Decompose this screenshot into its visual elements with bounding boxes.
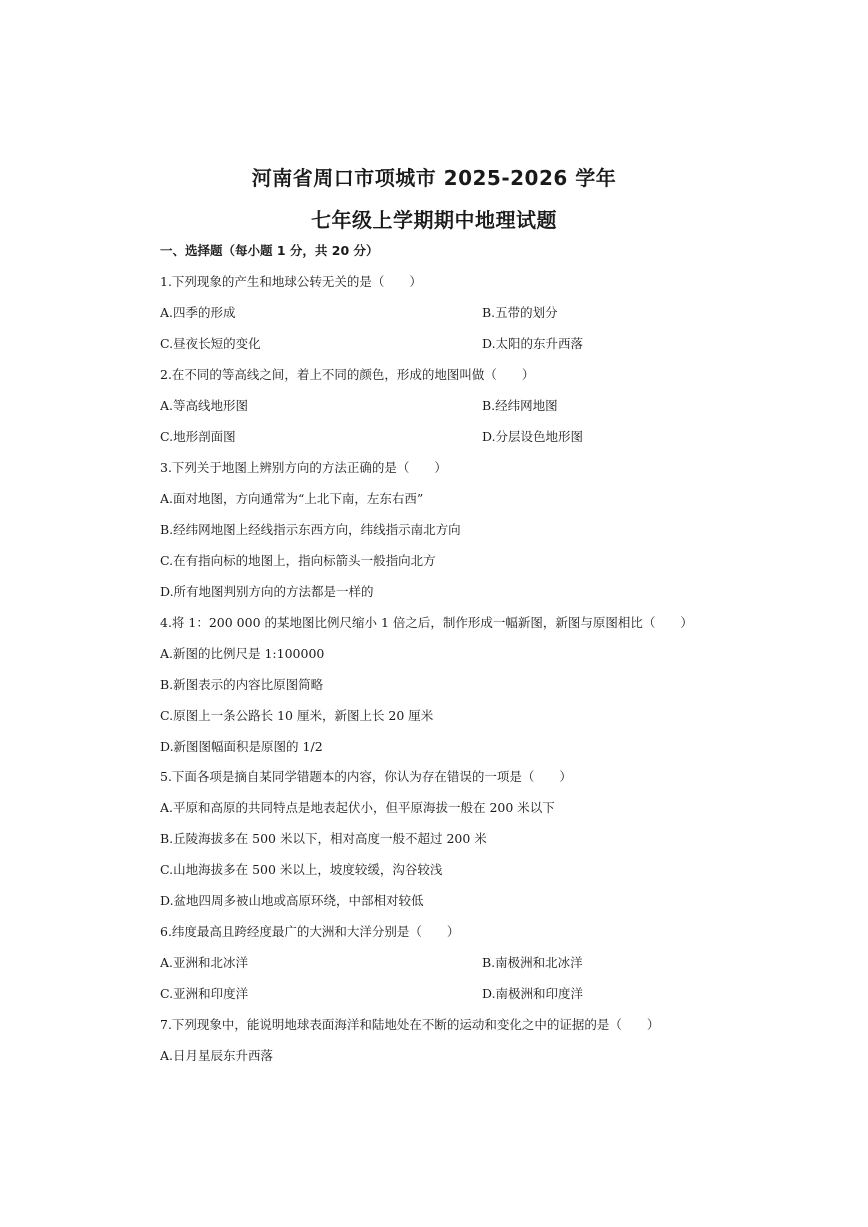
option-b: B.五带的划分 (482, 305, 558, 320)
option-d: D.南极洲和印度洋 (482, 986, 584, 1001)
question-stem: 7.下列现象中，能说明地球表面海洋和陆地处在不断的运动和变化之中的证据的是（ ） (160, 1017, 660, 1032)
option-a: A.等高线地形图 (160, 398, 249, 413)
option-b: B.经纬网地图 (482, 398, 558, 413)
document-title-line1: 河南省周口市项城市 2025-2026 学年 (251, 166, 617, 190)
question-stem: 2.在不同的等高线之间，着上不同的颜色，形成的地图叫做（ ） (160, 367, 535, 382)
option-a: A.新图的比例尺是 1:100000 (160, 646, 325, 661)
option-d: D.新图图幅面积是原图的 1/2 (160, 739, 323, 754)
option-a: A.四季的形成 (160, 305, 236, 320)
question-stem: 6.纬度最高且跨经度最广的大洲和大洋分别是（ ） (160, 924, 460, 939)
option-c: C.地形剖面图 (160, 429, 236, 444)
option-b: B.经纬网地图上经线指示东西方向，纬线指示南北方向 (160, 522, 461, 537)
question-stem: 4.将 1：200 000 的某地图比例尺缩小 1 倍之后，制作形成一幅新图，新图与原图相比（ ） (160, 615, 693, 630)
option-d: D.太阳的东升西落 (482, 336, 584, 351)
option-d: D.盆地四周多被山地或高原环绕，中部相对较低 (160, 893, 424, 908)
option-a: A.日月星辰东升西落 (160, 1048, 274, 1063)
option-b: B.新图表示的内容比原图简略 (160, 677, 324, 692)
option-d: D.分层设色地形图 (482, 429, 584, 444)
option-b: B.南极洲和北冰洋 (482, 955, 583, 970)
document-title-line2: 七年级上学期期中地理试题 (311, 208, 557, 232)
question-stem: 1.下列现象的产生和地球公转无关的是（ ） (160, 274, 422, 289)
option-a: A.面对地图，方向通常为“上北下南，左东右西” (160, 491, 424, 506)
option-a: A.亚洲和北冰洋 (160, 955, 249, 970)
option-c: C.山地海拔多在 500 米以上，坡度较缓，沟谷较浅 (160, 862, 443, 877)
option-c: C.在有指向标的地图上，指向标箭头一般指向北方 (160, 553, 436, 568)
option-c: C.原图上一条公路长 10 厘米，新图上长 20 厘米 (160, 708, 434, 723)
option-c: C.昼夜长短的变化 (160, 336, 261, 351)
question-stem: 3.下列关于地图上辨别方向的方法正确的是（ ） (160, 460, 447, 475)
section-heading: 一、选择题（每小题 1 分，共 20 分） (160, 243, 379, 258)
option-a: A.平原和高原的共同特点是地表起伏小，但平原海拔一般在 200 米以下 (160, 800, 555, 815)
option-c: C.亚洲和印度洋 (160, 986, 249, 1001)
question-stem: 5.下面各项是摘自某同学错题本的内容，你认为存在错误的一项是（ ） (160, 769, 572, 784)
option-b: B.丘陵海拔多在 500 米以下，相对高度一般不超过 200 米 (160, 831, 487, 846)
option-d: D.所有地图判别方向的方法都是一样的 (160, 584, 374, 599)
